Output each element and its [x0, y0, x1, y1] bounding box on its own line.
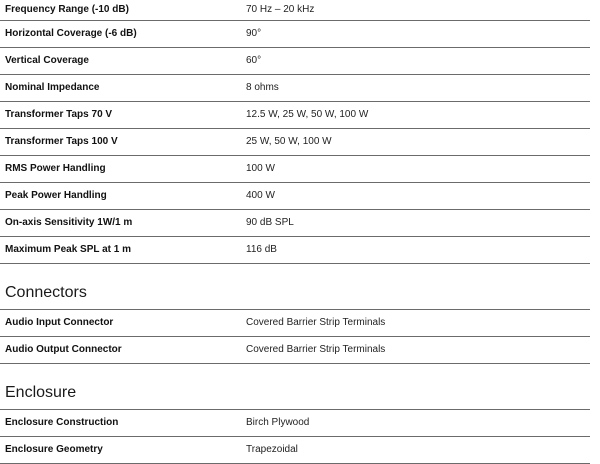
connectors-spec-table: [0, 309, 590, 364]
spec-label: Audio Input Connector: [5, 317, 114, 328]
spec-row: [0, 0, 590, 21]
connectors-section: [0, 264, 590, 364]
spec-row: [0, 183, 590, 210]
enclosure-spec-table: [0, 409, 590, 464]
spec-label: Enclosure Geometry: [5, 444, 103, 455]
spec-label: Frequency Range (-10 dB): [5, 4, 129, 15]
spec-value: 8 ohms: [246, 82, 279, 93]
spec-value: 70 Hz – 20 kHz: [246, 4, 315, 15]
spec-value: 400 W: [246, 190, 275, 201]
spec-value: 25 W, 50 W, 100 W: [246, 136, 332, 147]
spec-value: Trapezoidal: [246, 444, 298, 455]
spec-row: [0, 310, 590, 337]
spec-value: 116 dB: [246, 244, 277, 255]
spec-label: RMS Power Handling: [5, 163, 106, 174]
spec-value: 100 W: [246, 163, 275, 174]
spec-row: [0, 102, 590, 129]
spec-label: Audio Output Connector: [5, 344, 122, 355]
spec-value: Covered Barrier Strip Terminals: [246, 317, 386, 328]
spec-row: [0, 129, 590, 156]
spec-label: Peak Power Handling: [5, 190, 107, 201]
spec-label: Transformer Taps 100 V: [5, 136, 118, 147]
spec-row: [0, 48, 590, 75]
spec-row: [0, 410, 590, 437]
spec-row: [0, 437, 590, 464]
spec-value: 12.5 W, 25 W, 50 W, 100 W: [246, 109, 369, 120]
spec-row: [0, 210, 590, 237]
enclosure-section: [0, 364, 590, 464]
spec-value: Covered Barrier Strip Terminals: [246, 344, 386, 355]
spec-label: Vertical Coverage: [5, 55, 89, 66]
spec-value: 60°: [246, 55, 262, 66]
spec-value: 90 dB SPL: [246, 217, 294, 228]
section-heading: Connectors: [5, 284, 87, 301]
spec-value: Birch Plywood: [246, 417, 310, 428]
spec-row: [0, 337, 590, 364]
spec-row: [0, 75, 590, 102]
spec-row: [0, 156, 590, 183]
spec-label: Horizontal Coverage (-6 dB): [5, 28, 137, 39]
section-heading: Enclosure: [5, 384, 77, 401]
spec-label: On-axis Sensitivity 1W/1 m: [5, 217, 133, 228]
spec-label: Transformer Taps 70 V: [5, 109, 113, 120]
spec-row: [0, 237, 590, 264]
spec-label: Enclosure Construction: [5, 417, 119, 428]
spec-row: [0, 21, 590, 48]
spec-value: 90°: [246, 28, 262, 39]
spec-label: Maximum Peak SPL at 1 m: [5, 244, 131, 255]
spec-label: Nominal Impedance: [5, 82, 100, 93]
